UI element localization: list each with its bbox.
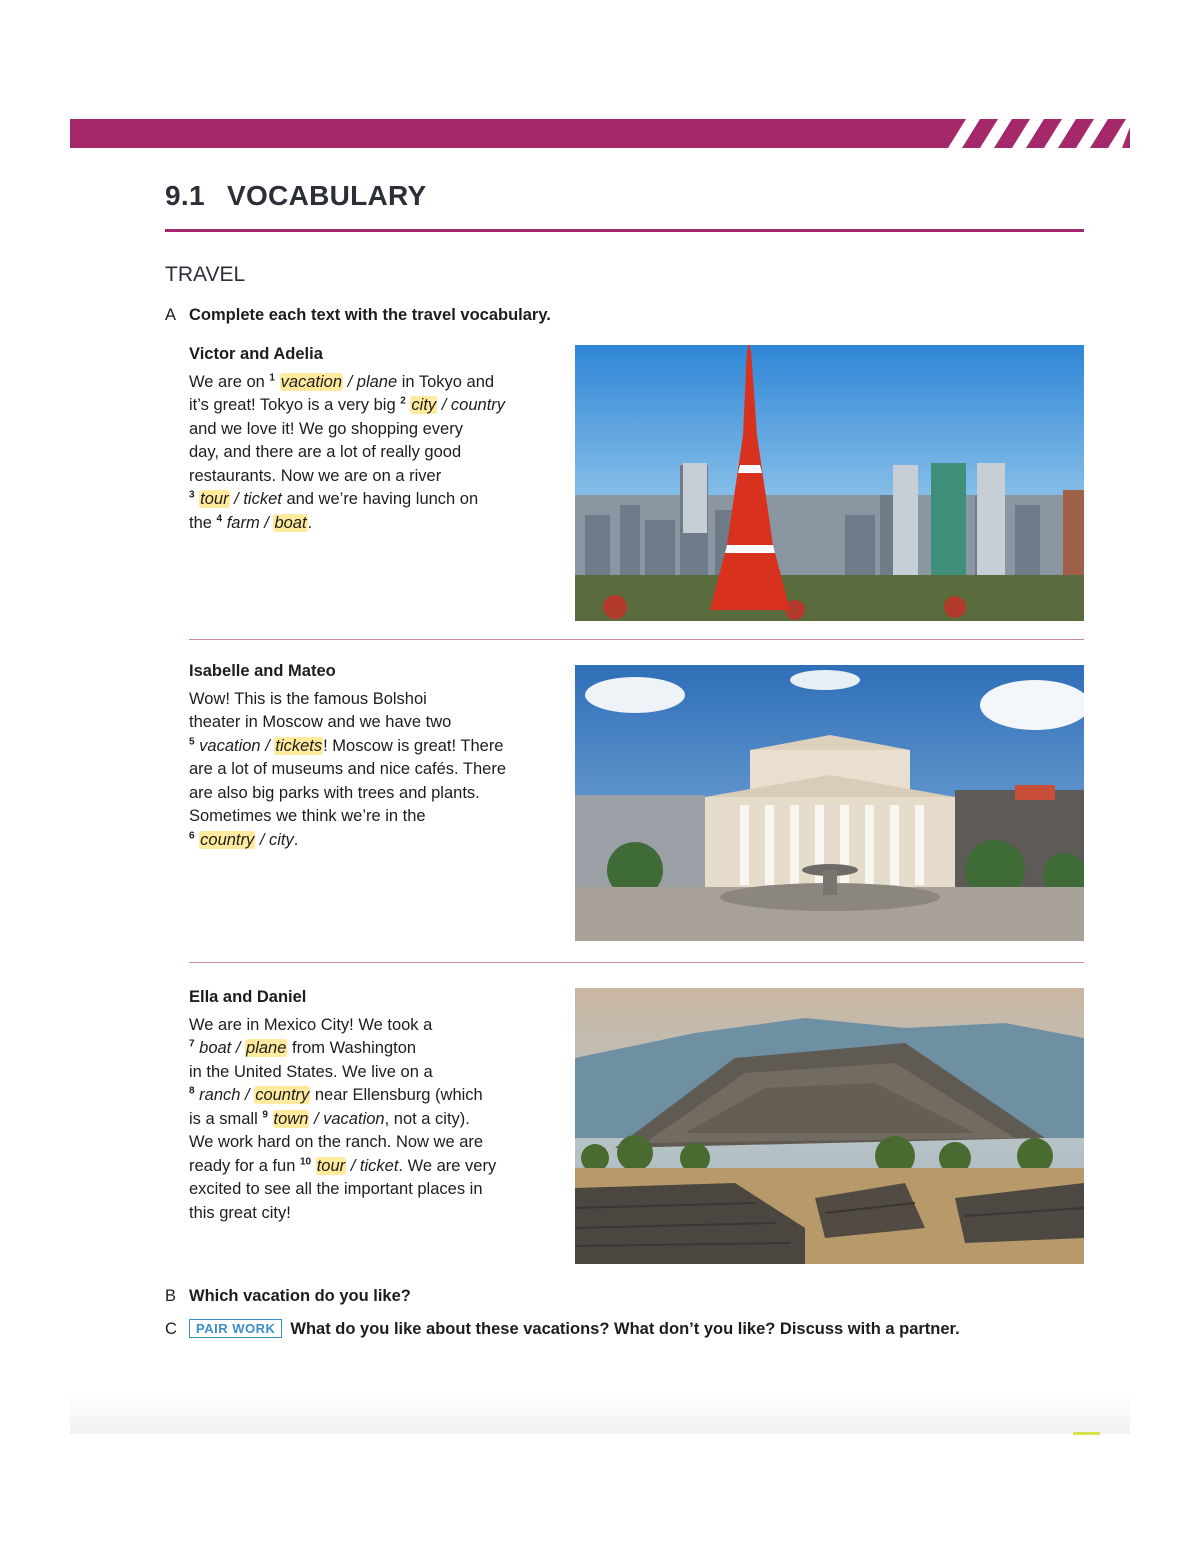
text-run: Wow! This is the famous Bolshoi theater in Moscow and we have two xyxy=(189,689,452,731)
text-run: , not a city). We work hard on the ranch. Now we are ready for a fun xyxy=(189,1109,484,1175)
text-run: / city xyxy=(255,830,294,849)
text-run: ranch / xyxy=(199,1086,255,1104)
exercise-letter: A xyxy=(165,306,177,324)
highlighted-answer: town xyxy=(273,1109,309,1128)
item-number: 2 xyxy=(400,395,406,407)
highlighted-answer: country xyxy=(255,1086,310,1104)
text-run: boat / xyxy=(199,1039,246,1057)
highlighted-answer: tickets xyxy=(275,736,323,755)
text-body xyxy=(189,1014,534,1226)
exercise-text: Complete each text with the travel vocabulary. xyxy=(189,306,551,324)
exercise-a-instruction xyxy=(165,306,551,325)
item-number: 10 xyxy=(299,1156,312,1167)
text-run: farm / xyxy=(226,513,274,532)
text-run: / plane xyxy=(343,372,398,391)
text-run: and we’re having lunch on the xyxy=(189,490,479,532)
highlighted-answer: boat xyxy=(274,513,307,532)
highlighted-answer: tour xyxy=(200,490,229,508)
item-number: 5 xyxy=(189,736,195,747)
reading-text-1 xyxy=(189,343,534,535)
text-body xyxy=(189,688,534,853)
text-run: / vacation xyxy=(309,1109,385,1128)
exercise-letter: C xyxy=(165,1320,177,1338)
highlighted-answer: plane xyxy=(246,1039,287,1057)
text-heading: Ella and Daniel xyxy=(189,988,307,1006)
item-number: 4 xyxy=(216,513,223,524)
highlighted-answer: country xyxy=(200,830,255,849)
section-number: 9.1 xyxy=(165,180,205,211)
exercise-text: What do you like about these vacations? What don’t you like? Discuss with a partner. xyxy=(290,1320,960,1338)
text-run: / ticket xyxy=(346,1156,399,1175)
exercise-c-instruction xyxy=(165,1319,960,1339)
item-number: 1 xyxy=(269,372,275,383)
page-corner-mark xyxy=(1073,1432,1100,1435)
bolshoi-theater-photo xyxy=(575,665,1084,941)
text-run: We are in Mexico City! We took a xyxy=(189,1015,433,1034)
text-run: vacation / xyxy=(199,736,275,755)
text-run: . xyxy=(293,830,299,849)
text-run xyxy=(268,1110,273,1128)
text-heading: Victor and Adelia xyxy=(189,345,323,363)
text-run: . We are very excited to see all the important places in this great city! xyxy=(189,1156,497,1222)
highlighted-answer: city xyxy=(411,396,437,414)
page-footer-shade xyxy=(70,1390,1130,1434)
reading-text-2 xyxy=(189,660,534,852)
teotihuacan-pyramid-photo xyxy=(575,988,1084,1264)
text-body xyxy=(189,371,534,536)
item-number: 3 xyxy=(189,489,195,501)
text-run xyxy=(275,373,280,391)
section-divider xyxy=(189,639,1084,640)
item-number: 9 xyxy=(262,1109,268,1120)
item-number: 6 xyxy=(189,830,195,841)
text-run xyxy=(311,1157,316,1175)
section-divider xyxy=(189,962,1084,963)
highlighted-answer: tour xyxy=(316,1156,346,1175)
title-underline xyxy=(165,229,1084,232)
text-run: from Washington in the United States. We live on a xyxy=(189,1039,433,1081)
topic-heading: TRAVEL xyxy=(165,263,246,286)
text-run: in Tokyo and it’s great! Tokyo is a very big xyxy=(189,372,495,414)
section-title: VOCABULARY xyxy=(227,180,427,211)
page-title xyxy=(165,180,427,212)
text-run: near Ellensburg (which is a small xyxy=(189,1086,483,1128)
text-run: / country xyxy=(437,396,506,414)
highlighted-answer: vacation xyxy=(280,372,343,391)
item-number: 8 xyxy=(189,1085,195,1097)
reading-text-3 xyxy=(189,986,534,1225)
text-run: and we love it! We go shopping every day, and there are a lot of really good restaurants. Now we are on a river xyxy=(189,419,463,485)
item-number: 7 xyxy=(189,1038,195,1050)
exercise-b-instruction xyxy=(165,1287,411,1306)
exercise-letter: B xyxy=(165,1287,177,1305)
text-run: . xyxy=(307,513,313,532)
section-banner xyxy=(70,119,1130,148)
text-heading: Isabelle and Mateo xyxy=(189,662,336,680)
text-run: / ticket xyxy=(229,490,282,508)
tokyo-tower-photo xyxy=(575,345,1084,621)
text-run: We are on xyxy=(189,372,270,391)
pair-work-badge: PAIR WORK xyxy=(189,1319,282,1338)
exercise-text: Which vacation do you like? xyxy=(189,1287,411,1305)
text-run: ! Moscow is great! There are a lot of museums and nice cafés. There are also big parks with trees and plants. Sometimes we think we’re in the xyxy=(189,736,507,825)
